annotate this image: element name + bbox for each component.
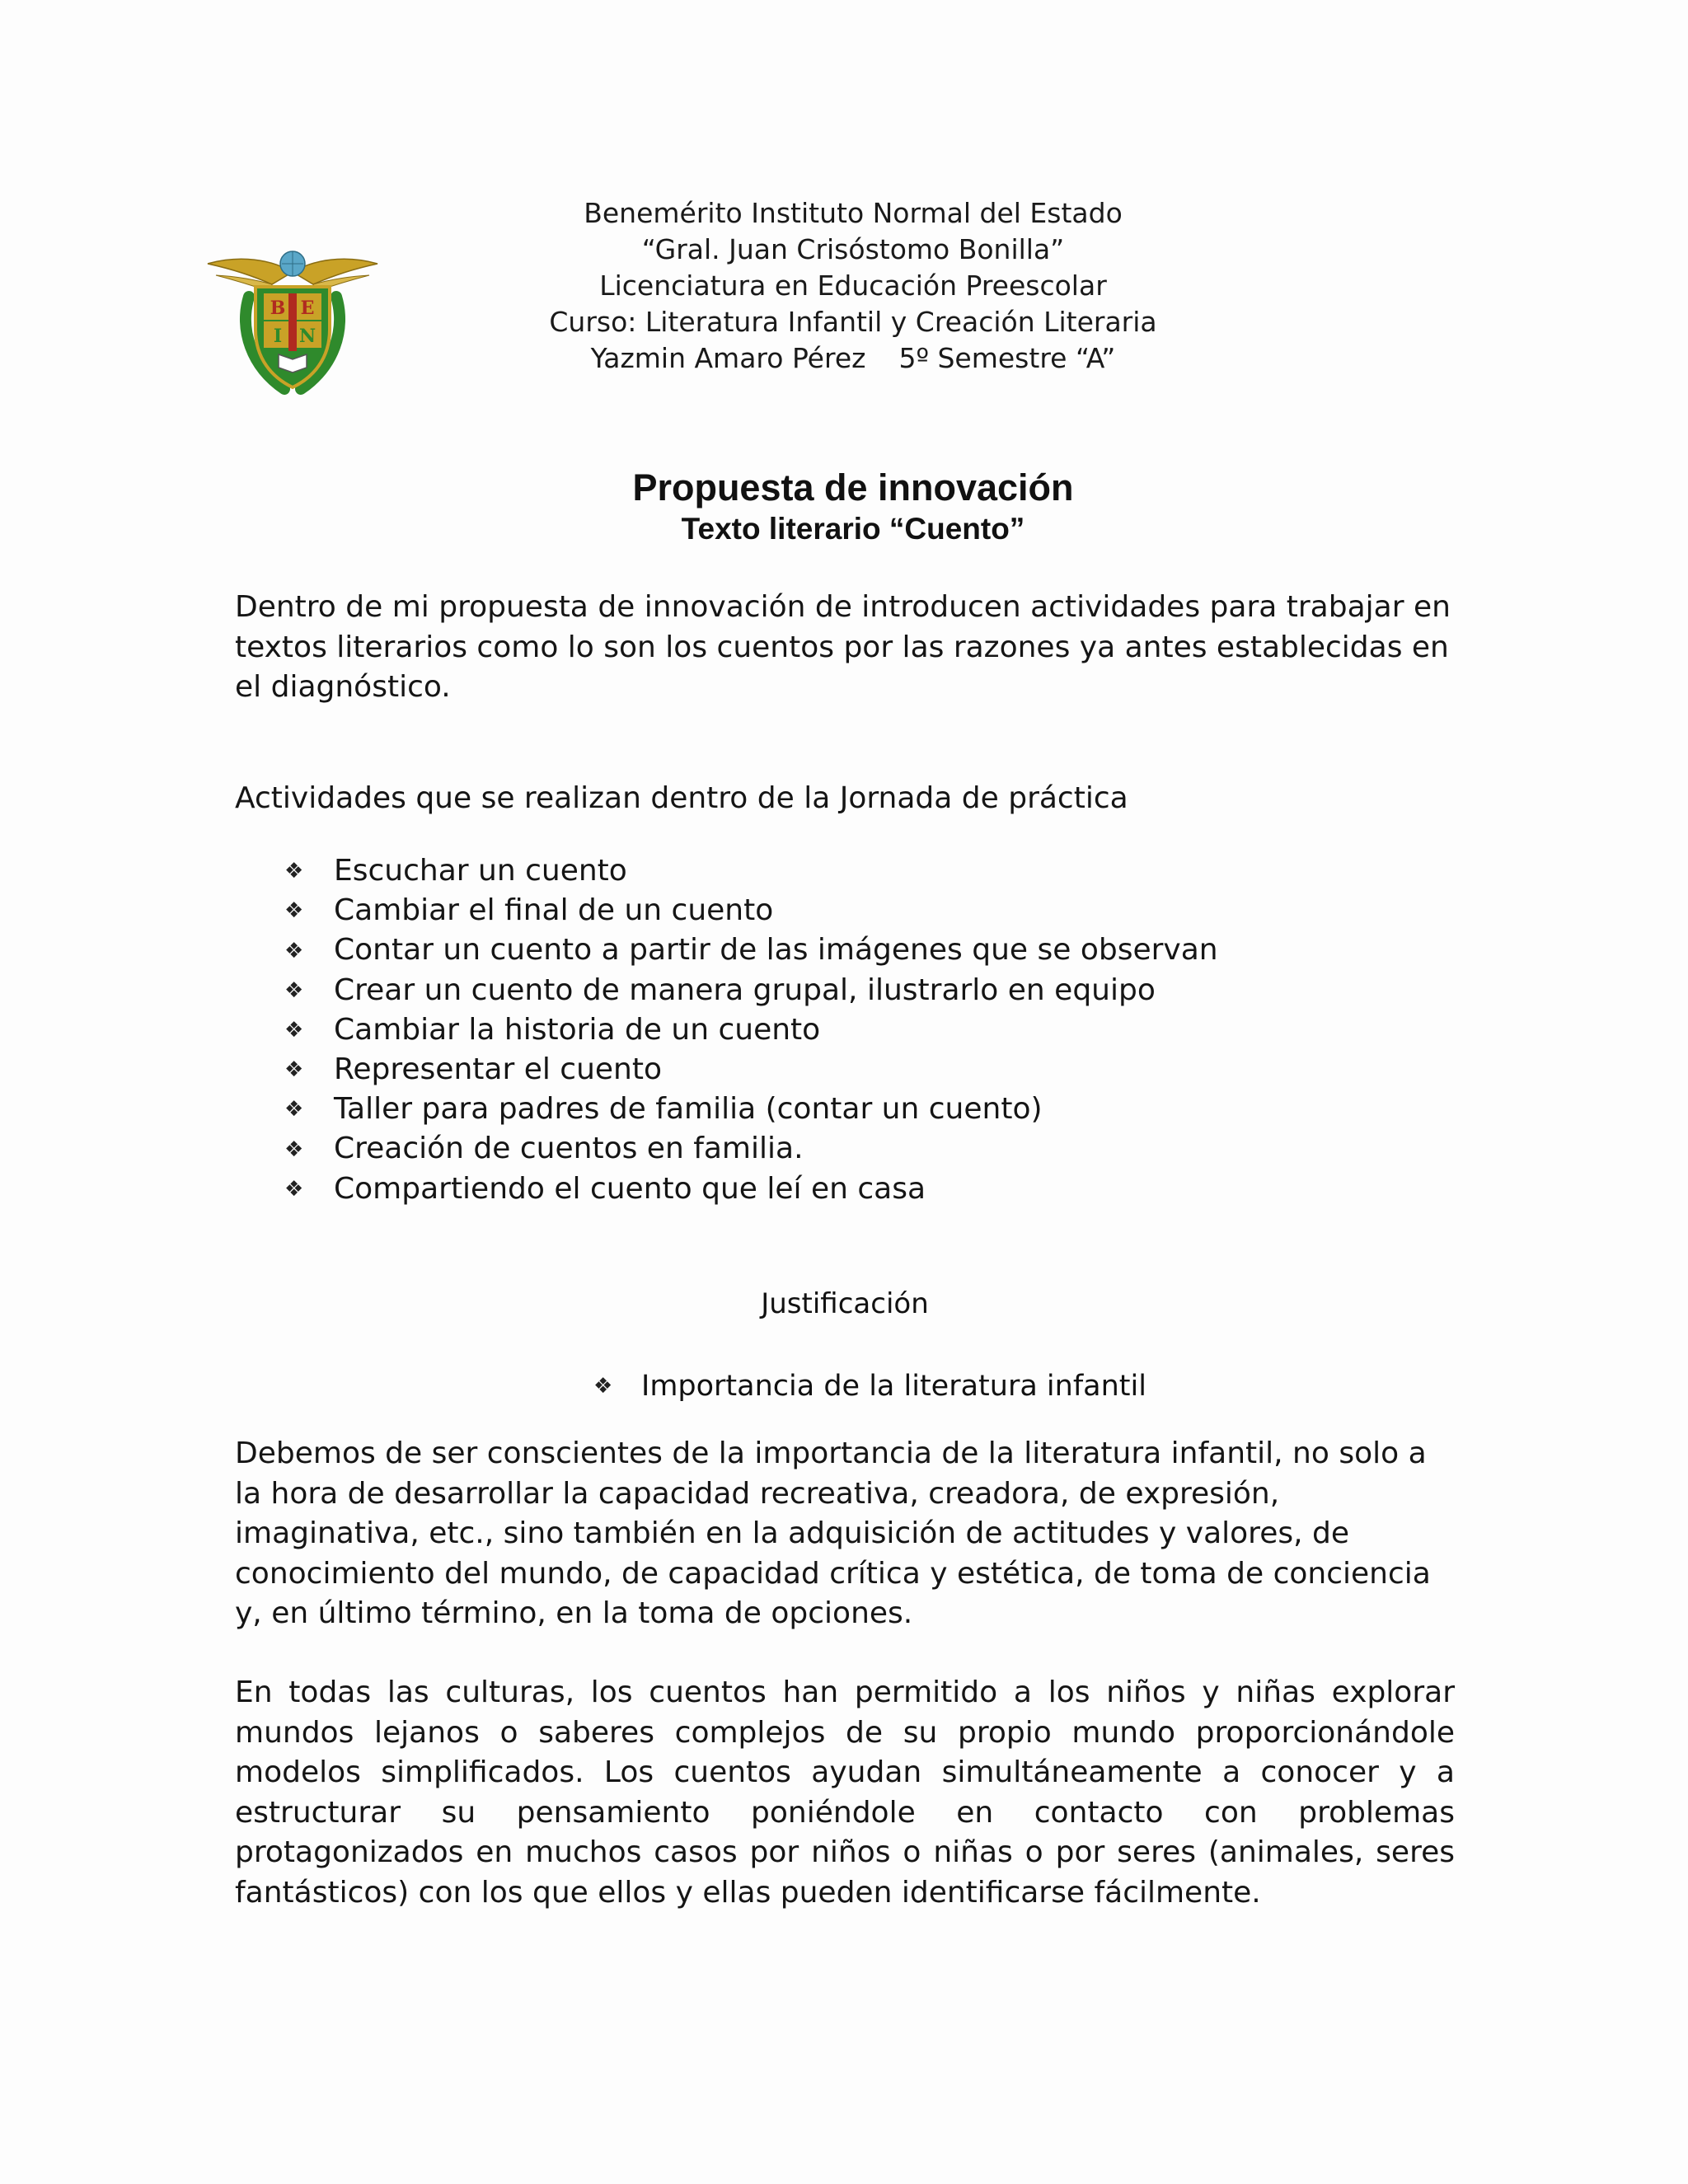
degree-program: Licenciatura en Educación Preescolar: [599, 269, 1107, 302]
course-name: Curso: Literatura Infantil y Creación Literaria: [549, 306, 1157, 338]
list-item: ❖ Escuchar un cuento: [284, 851, 1218, 891]
diamond-bullet-icon: ❖: [284, 898, 304, 924]
list-item: ❖ Creación de cuentos en familia.: [284, 1129, 1218, 1169]
document-subtitle: Texto literario “Cuento”: [681, 512, 1025, 546]
diamond-bullet-icon: ❖: [284, 859, 304, 884]
activities-heading: Actividades que se realizan dentro de la Jornada de práctica: [235, 781, 1128, 815]
svg-text:N: N: [298, 326, 316, 347]
justification-heading: Justificación: [761, 1287, 929, 1320]
svg-text:I: I: [273, 326, 283, 347]
importance-paragraph: Debemos de ser conscientes de la importancia de la literatura infantil, no solo a la hora de desarrollar la capacidad recreativa, creadora, de expresión, imaginativa, etc., sino también en la adquisición de actitudes y valores, de conocimiento del mundo, de capacidad crítica y estética, de toma de conciencia y, en último término, en la toma de opciones.: [235, 1436, 1431, 1630]
semester: 5º Semestre “A”: [898, 342, 1116, 374]
author-name: Yazmin Amaro Pérez: [590, 342, 866, 374]
list-item: ❖ Cambiar la historia de un cuento: [284, 1010, 1218, 1050]
document-title: Propuesta de innovación: [632, 466, 1074, 509]
institution-emblem-logo: [206, 239, 379, 396]
activities-list: [284, 851, 1218, 1209]
list-item: ❖ Contar un cuento a partir de las imágenes que se observan: [284, 930, 1218, 970]
svg-text:B: B: [270, 298, 286, 319]
list-item: ❖ Crear un cuento de manera grupal, ilustrarlo en equipo: [284, 971, 1218, 1010]
institution-name: Benemérito Instituto Normal del Estado: [584, 197, 1123, 229]
diamond-bullet-icon: ❖: [284, 1017, 304, 1043]
svg-text:E: E: [300, 298, 315, 319]
diamond-bullet-icon: ❖: [284, 977, 304, 1003]
institution-subtitle: “Gral. Juan Crisóstomo Bonilla”: [641, 233, 1065, 265]
intro-paragraph: Dentro de mi propuesta de innovación de introducen actividades para trabajar en textos literarios como lo son los cuentos por las razones ya antes establecidas en el diagnóstico.: [235, 590, 1451, 704]
list-item: ❖ Cambiar el final de un cuento: [284, 891, 1218, 930]
diamond-bullet-icon: ❖: [593, 1374, 613, 1399]
list-item: ❖ Representar el cuento: [284, 1050, 1218, 1090]
subheading-text: Importancia de la literatura infantil: [641, 1370, 1146, 1403]
author-line: [462, 340, 1245, 377]
diamond-bullet-icon: ❖: [284, 1176, 304, 1202]
section-subheading: [593, 1366, 1146, 1406]
cultures-paragraph: En todas las culturas, los cuentos han permitido a los niños y niñas explorar mundos lejanos o saberes complejos de su propio mundo proporcionándole modelos simplificados. Los cuentos ayudan simultáneamente a conocer y a estructurar su pensamiento poniéndole en contacto con problemas protagonizados en muchos casos por niños o niñas o por seres (animales, seres fantásticos) con los que ellos y ellas pueden identificarse fácilmente.: [235, 1675, 1455, 1910]
list-item: ❖ Compartiendo el cuento que leí en casa: [284, 1169, 1218, 1209]
diamond-bullet-icon: ❖: [284, 1097, 304, 1122]
diamond-bullet-icon: ❖: [284, 938, 304, 963]
document-header: [462, 195, 1245, 377]
diamond-bullet-icon: ❖: [284, 1137, 304, 1162]
diamond-bullet-icon: ❖: [284, 1057, 304, 1083]
list-item: ❖ Taller para padres de familia (contar un cuento): [284, 1090, 1218, 1129]
document-title-block: [462, 465, 1245, 547]
